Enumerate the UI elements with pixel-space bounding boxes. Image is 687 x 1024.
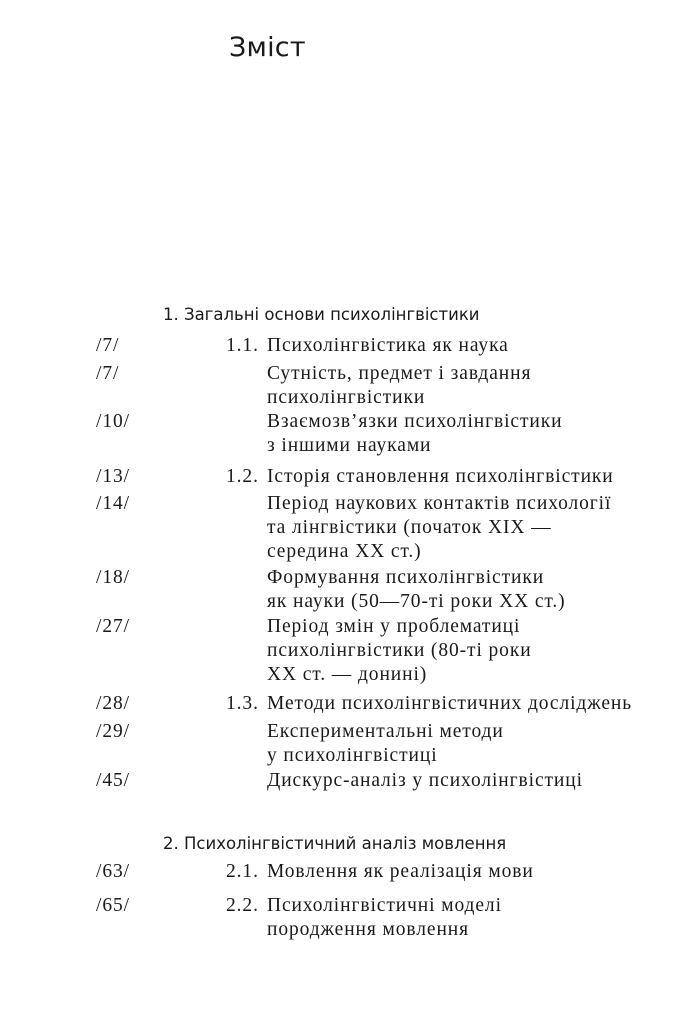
entry-title-line: Психолінгвістичні моделі bbox=[267, 895, 502, 916]
page-ref: /45/ bbox=[96, 770, 130, 791]
page-ref: /65/ bbox=[96, 895, 130, 916]
entry-title-line: та лінгвістики (початок XIX — bbox=[267, 517, 552, 538]
entry-title-line: психолінгвістики (80-ті роки bbox=[267, 640, 532, 661]
entry-title-line: психолінгвістики bbox=[267, 387, 426, 408]
entry-number: 2.2. bbox=[226, 895, 259, 916]
entry-title bbox=[267, 894, 682, 942]
entry-number: 1.3. bbox=[226, 693, 259, 714]
entry-title-line: у психолінгвістиці bbox=[267, 745, 438, 766]
entry-title bbox=[267, 334, 682, 358]
page-ref: /14/ bbox=[96, 493, 130, 514]
entry-number: 1.2. bbox=[226, 466, 259, 487]
page-ref: /13/ bbox=[96, 466, 130, 487]
entry-title-line: Період змін у проблематиці bbox=[267, 616, 521, 637]
page-ref: /7/ bbox=[96, 335, 120, 356]
page-title: Зміст bbox=[229, 32, 306, 63]
page-ref: /27/ bbox=[96, 616, 130, 637]
page-ref: /63/ bbox=[96, 861, 130, 882]
entry-title-line: Мовлення як реалізація мови bbox=[267, 861, 534, 882]
entry-title-line: Історія становлення психолінгвістики bbox=[267, 466, 614, 487]
entry-title-line: породження мовлення bbox=[267, 919, 469, 940]
entry-title bbox=[267, 492, 682, 564]
entry-title-line: Період наукових контактів психології bbox=[267, 493, 612, 514]
entry-title-line: Методи психолінгвістичних досліджень bbox=[267, 693, 633, 714]
page-ref: /10/ bbox=[96, 411, 130, 432]
entry-title-line: Психолінгвістика як наука bbox=[267, 335, 509, 356]
entry-title-line: Взаємозв’язки психолінгвістики bbox=[267, 411, 563, 432]
section-heading-1: 1. Загальні основи психолінгвістики bbox=[163, 305, 480, 324]
entry-title bbox=[267, 465, 682, 489]
entry-title-line: Експериментальні методи bbox=[267, 721, 504, 742]
entry-number: 2.1. bbox=[226, 861, 259, 882]
entry-title-line: середина XX ст.) bbox=[267, 541, 422, 562]
entry-title bbox=[267, 615, 682, 687]
entry-title bbox=[267, 566, 682, 614]
entry-title-line: Сутність, предмет і завдання bbox=[267, 363, 532, 384]
entry-title-line: Формування психолінгвістики bbox=[267, 567, 545, 588]
section-heading-2: 2. Психолінгвістичний аналіз мовлення bbox=[163, 834, 507, 853]
entry-title-line: Дискурс-аналіз у психолінгвістиці bbox=[267, 770, 583, 791]
entry-title-line: з іншими науками bbox=[267, 435, 432, 456]
page-ref: /29/ bbox=[96, 721, 130, 742]
entry-title-line: XX ст. — донині) bbox=[267, 664, 428, 685]
entry-title bbox=[267, 692, 682, 716]
page-ref: /7/ bbox=[96, 363, 120, 384]
entry-title bbox=[267, 720, 682, 768]
entry-number: 1.1. bbox=[226, 335, 259, 356]
entry-title bbox=[267, 410, 682, 458]
page-ref: /28/ bbox=[96, 693, 130, 714]
page-ref: /18/ bbox=[96, 567, 130, 588]
entry-title bbox=[267, 362, 682, 410]
entry-title bbox=[267, 860, 682, 884]
entry-title-line: як науки (50—70-ті роки XX ст.) bbox=[267, 591, 566, 612]
entry-title bbox=[267, 769, 682, 793]
